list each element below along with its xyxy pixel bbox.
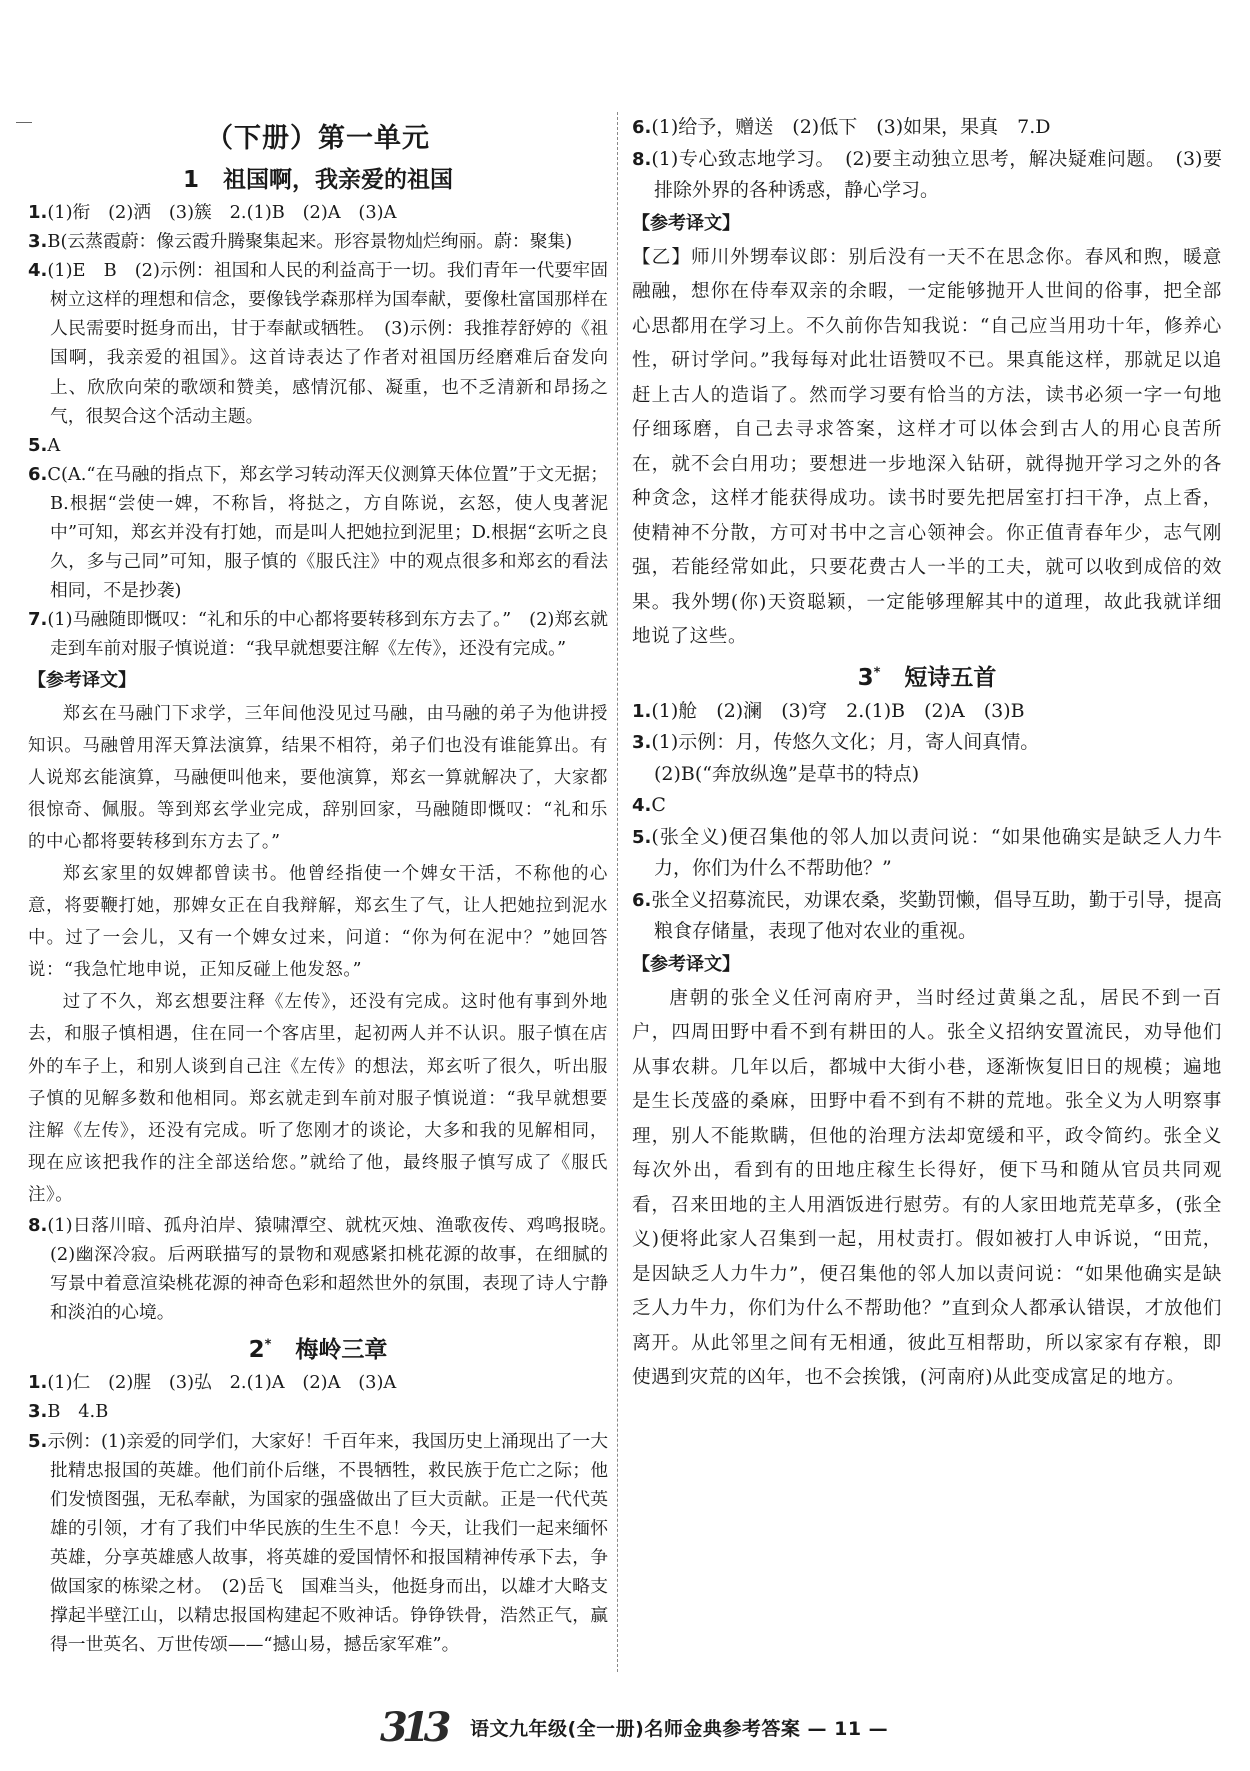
reference-translation-label: 【参考译文】 bbox=[632, 953, 740, 975]
answer-item: 1.(1)衔 (2)洒 (3)簇 2.(1)B (2)A (3)A bbox=[28, 202, 397, 223]
answer-item: 8.(1)专心致志地学习。 (2)要主动独立思考，解决疑难问题。 (3)要排除外界的各种诱惑，静心学习。 bbox=[632, 147, 1222, 201]
answer-item: 5.A bbox=[28, 434, 61, 456]
lesson-3-name: 短诗五首 bbox=[904, 664, 997, 691]
answer-item: 3.B(云蒸霞蔚：像云霞升腾聚集起来。形容景物灿烂绚丽。蔚：聚集) bbox=[28, 231, 573, 253]
publisher-logo: 313 bbox=[380, 1704, 446, 1751]
answer-item: 3.(1)示例：月，传悠久文化；月，寄人间真情。 bbox=[632, 731, 1040, 753]
answer-item: 6.C(A.“在马融的指点下，郑玄学习转动浑天仪测算天体位置”于文无据；B.根据“尝使一婢，不称旨，将挞之，方自陈说，玄怒，使人曳著泥中”可知，郑玄并没有打她，而是叫人把她拉到泥里；D.根据“玄听之良久，多与己同”可知，服子慎的《服氏注》中的观点很多和郑玄的看法相同，不是抄袭) bbox=[28, 463, 608, 602]
answer-subitem: (2)B(“奔放纵逸”是草书的特点) bbox=[654, 762, 920, 785]
answer-item: 5.示例：(1)亲爱的同学们，大家好！千百年来，我国历史上涌现出了一大批精忠报国的英雄。他们前仆后继，不畏牺牲，救民族于危亡之际；他们发愤图强，无私奉献，为国家的强盛做出了巨大贡献。正是一代代英雄的引领，才有了我们中华民族的生生不息！今天，让我们一起来缅怀英雄，分享英雄感人故事，将英雄的爱国情怀和报国精神传承下去，争做国家的栋梁之材。 (2)岳飞 国难当头，他挺身而出，以雄才大略支撑起半壁江山，以精忠报国构建起不败神话。铮铮铁骨，浩然正气，赢得一世英名、万世传颂——“撼山易，撼岳家军难”。 bbox=[28, 1430, 608, 1656]
footer-caption: 语文九年级(全一册)名师金典参考答案 — 11 — bbox=[470, 1718, 889, 1740]
reference-translation-label: 【参考译文】 bbox=[632, 212, 740, 234]
lesson-3-number: 3* bbox=[857, 664, 881, 691]
lesson-1-title bbox=[28, 161, 608, 194]
lesson-2-title bbox=[28, 1331, 608, 1364]
answer-item: 4.C bbox=[632, 794, 666, 816]
lesson-3-title bbox=[632, 659, 1222, 692]
lesson-2-name: 梅岭三章 bbox=[295, 1337, 388, 1364]
lesson-1-number: 1 bbox=[182, 167, 199, 193]
answer-item: 7.(1)马融随即慨叹：“礼和乐的中心都将要转移到东方去了。” (2)郑玄就走到车前对服子慎说道：“我早就想要注解《左传》，还没有完成。” bbox=[28, 609, 608, 660]
answer-item: 1.(1)舱 (2)澜 (3)穹 2.(1)B (2)A (3)B bbox=[632, 699, 1025, 722]
translation-paragraph: 过了不久，郑玄想要注释《左传》，还没有完成。这时他有事到外地去，和服子慎相遇，住在同一个客店里，起初两人并不认识。服子慎在店外的车子上，和别人谈到自己注《左传》的想法，郑玄听了很久，听出服子慎的见解多数和他相同。郑玄就走到车前对服子慎说道：“我早就想要注解《左传》，还没有完成。听了您刚才的谈论，大多和我的见解相同，现在应该把我作的注全部送给您。”就给了他，最终服子慎写成了《服氏注》。 bbox=[28, 992, 608, 1205]
answer-item: 6.张全义招募流民，劝课农桑，奖勤罚懒，倡导互助，勤于引导，提高粮食存储量，表现了他对农业的重视。 bbox=[632, 888, 1222, 942]
translation-paragraph: 【乙】师川外甥奉议郎：别后没有一天不在思念你。春风和煦，暖意融融，想你在侍奉双亲的余暇，一定能够抛开人世间的俗事，把全部心思都用在学习上。不久前你告知我说：“自己应当用功十年，修养心性，研讨学问。”我每每对此壮语赞叹不已。果真能这样，那就足以追赶上古人的造诣了。然而学习要有恰当的方法，读书必须一字一句地仔细琢磨，自己去寻求答案，这样才可以体会到古人的用心良苦所在，就不会白用功；要想进一步地深入钻研，就得抛开学习之外的各种贪念，这样才能获得成功。读书时要先把居室打扫干净，点上香，使精神不分散，方可对书中之言心领神会。你正值青春年少，志气刚强，若能经常如此，只要花费古人一半的工夫，就可以收到成倍的效果。我外甥(你)天资聪颖，一定能够理解其中的道理，故此我就详细地说了这些。 bbox=[632, 246, 1222, 647]
translation-paragraph: 唐朝的张全义任河南府尹，当时经过黄巢之乱，居民不到一百户，四周田野中看不到有耕田的人。张全义招纳安置流民，劝导他们从事农耕。几年以后，都城中大街小巷，逐渐恢复旧日的规模；遍地是生长茂盛的桑麻，田野中看不到有不耕的荒地。张全义为人明察事理，别人不能欺瞒，但他的治理方法却宽缓和平，政令简约。张全义每次外出，看到有的田地庄稼生长得好，便下马和随从官员共同观看，召来田地的主人用酒饭进行慰劳。有的人家田地荒芜草多，(张全义)便将此家人召集到一起，用杖责打。假如被打人申诉说，“田荒，是因缺乏人力牛力”，便召集他的邻人加以责问说：“如果他确实是缺乏人力牛力，你们为什么不帮助他？”直到众人都承认错误，才放他们离开。从此邻里之间有无相通，彼此互相帮助，所以家家有存粮，即使遇到灾荒的凶年，也不会挨饿，(河南府)从此变成富足的地方。 bbox=[632, 987, 1222, 1388]
right-column bbox=[632, 112, 1222, 1396]
left-column bbox=[28, 112, 626, 1659]
lesson-1-name: 祖国啊，我亲爱的祖国 bbox=[223, 167, 453, 193]
answer-item: 5.(张全义)便召集他的邻人加以责问说：“如果他确实是缺乏人力牛力，你们为什么不帮助他？” bbox=[632, 825, 1222, 879]
answer-item: 4.(1)E B (2)示例：祖国和人民的利益高于一切。我们青年一代要牢固树立这样的理想和信念，要像钱学森那样为国奉献，要像杜富国那样在人民需要时挺身而出，甘于奉献或牺牲。 (3)示例：我推荐舒婷的《祖国啊，我亲爱的祖国》。这首诗表达了作者对祖国历经磨难后奋发向上、欣欣向荣的歌颂和赞美，感情沉郁、凝重，也不乏清新和昂扬之气，很契合这个活动主题。 bbox=[28, 260, 608, 427]
translation-paragraph: 郑玄在马融门下求学，三年间他没见过马融，由马融的弟子为他讲授知识。马融曾用浑天算法演算，结果不相符，弟子们也没有谁能算出。有人说郑玄能演算，马融便叫他来，要他演算，郑玄一算就解决了，大家都很惊奇、佩服。等到郑玄学业完成，辞别回家，马融随即慨叹：“礼和乐的中心都将要转移到东方去了。” bbox=[28, 703, 608, 852]
reference-translation-label: 【参考译文】 bbox=[28, 669, 136, 691]
answer-item: 1.(1)仁 (2)腥 (3)弘 2.(1)A (2)A (3)A bbox=[28, 1372, 397, 1394]
answer-item: 6.(1)给予，赠送 (2)低下 (3)如果，果真 7.D bbox=[632, 116, 1051, 138]
column-divider bbox=[617, 112, 618, 1672]
translation-paragraph: 郑玄家里的奴婢都曾读书。他曾经指使一个婢女干活，不称他的心意，将要鞭打她，那婢女正在自我辩解，郑玄生了气，让人把她拉到泥水中。过了一会儿，又有一个婢女过来，问道：“你为何在泥中？”她回答说：“我急忙地申说，正知反碰上他发怒。” bbox=[28, 863, 608, 981]
unit-title: （下册）第一单元 bbox=[206, 123, 430, 154]
answer-item: 3.B 4.B bbox=[28, 1401, 109, 1423]
page-footer bbox=[380, 1704, 1180, 1754]
answer-item: 8.(1)日落川暗、孤舟泊岸、猿啸潭空、就枕灭烛、渔歌夜传、鸡鸣报晓。 (2)幽深冷寂。后两联描写的景物和观感紧扣桃花源的故事，在细腻的写景中着意渲染桃花源的神奇色彩和超然世外的氛围，表现了诗人宁静和淡泊的心境。 bbox=[28, 1215, 626, 1324]
lesson-2-number: 2* bbox=[248, 1337, 272, 1364]
